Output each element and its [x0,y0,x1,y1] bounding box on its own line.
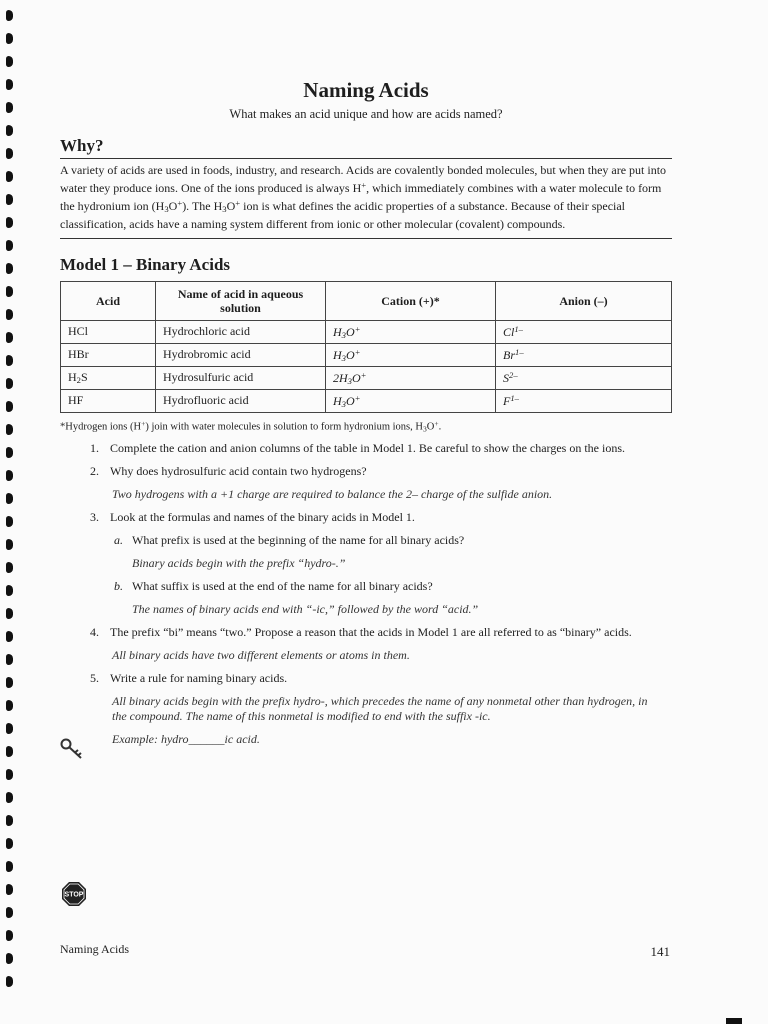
anion-symbol: Br [503,347,515,362]
anion-symbol: S [503,370,509,385]
question-4 [90,625,670,640]
why-text-5: O [226,198,236,213]
cell-acid [61,389,156,412]
stop-sign-icon [61,881,87,907]
page-subtitle: What makes an acid unique and how are acids named? [229,107,503,121]
cell-acid-name: Hydrosulfuric acid [156,366,326,389]
question-5 [90,671,670,686]
binding-hole [6,631,13,642]
binding-hole [6,930,13,941]
answer-5-example: Example: hydro______ic acid. [112,732,260,747]
question-number: 2. [90,464,99,479]
cation-part: O [345,347,355,362]
footnote-superscript-plus: + [141,418,146,428]
question-letter: b. [114,579,123,594]
binding-hole [6,792,13,803]
cell-cation [326,320,496,343]
binding-hole [6,493,13,504]
footnote-superscript-plus: + [434,418,439,428]
cation-charge: + [360,369,367,380]
cation-part: O [345,393,355,408]
acid-formula-part: HBr [68,347,89,362]
footnote-text-2: ) join with water molecules in solution to form hydronium ions, H [145,421,423,433]
question-2 [90,464,670,479]
cell-cation [326,366,496,389]
question-text: Write a rule for naming binary acids. [110,671,288,686]
cation-subscript: 3 [341,398,346,409]
question-number: 4. [90,625,99,640]
cell-anion [496,320,672,343]
why-superscript-plus: + [177,197,183,208]
why-text-6: ion is what defines the acidic properties of a substance. Because of their special classification, acids have a naming system different from ionic or other molecular (covalent) compounds. [60,198,626,231]
cell-anion [496,389,672,412]
binding-hole [6,608,13,619]
why-text-4: ). The H [182,198,223,213]
why-subscript-3: 3 [222,203,227,214]
answer-5: All binary acids begin with the prefix hydro-, which precedes the name of any nonmetal other than hydrogen, in the compound. The name of this nonmetal is modified to end with the suffix -ic. [112,694,648,724]
binding-hole [6,332,13,343]
key-icon [60,738,84,760]
binding-hole [6,884,13,895]
answer-2: Two hydrogens with a +1 charge are required to balance the 2– charge of the sulfide anion. [112,487,553,502]
question-number: 3. [90,510,99,525]
why-superscript-plus: + [235,197,241,208]
why-text-3: O [168,198,178,213]
why-superscript-plus: + [361,180,367,190]
question-number: 5. [90,671,99,686]
page-title: Naming Acids [303,78,429,102]
cell-acid [61,366,156,389]
page-corner-mark [726,1018,742,1024]
binding-hole [6,56,13,67]
cell-acid-name: Hydrobromic acid [156,343,326,366]
column-header-anion: Anion (–) [496,281,672,320]
cation-part: H [333,393,342,408]
binding-hole [6,447,13,458]
binding-hole [6,700,13,711]
question-text: What prefix is used at the beginning of the name for all binary acids? [132,533,465,548]
acid-formula-subscript: 2 [76,375,81,386]
binding-hole [6,907,13,918]
cell-anion [496,366,672,389]
answer-3a: Binary acids begin with the prefix “hydro-.” [132,556,346,571]
question-text: Complete the cation and anion columns of the table in Model 1. Be careful to show the charges on the ions. [110,441,625,456]
cation-subscript: 3 [341,352,346,363]
question-3b [114,579,672,594]
binding-hole [6,102,13,113]
binding-hole [6,838,13,849]
cation-part: H [333,324,342,339]
cell-anion [496,343,672,366]
cell-acid [61,320,156,343]
binding-hole [6,10,13,21]
answer-4: All binary acids have two different elements or atoms in them. [112,648,410,663]
acid-formula-part: HF [68,393,84,408]
binding-hole [6,33,13,44]
footnote-text-3: O [426,421,435,433]
binding-hole [6,194,13,205]
column-header-acid: Acid [61,281,156,320]
why-subscript-3: 3 [164,203,169,214]
question-text: Look at the formulas and names of the binary acids in Model 1. [110,510,415,525]
binding-hole [6,585,13,596]
binding-hole [6,677,13,688]
table-row [61,389,672,412]
table-row [61,320,672,343]
why-paragraph [60,163,672,239]
cation-charge: + [354,392,361,403]
table-footnote [60,419,672,433]
cation-subscript: 3 [341,329,346,340]
binding-hole [6,470,13,481]
cation-part: O [351,370,361,385]
binding-hole [6,355,13,366]
binding-hole [6,309,13,320]
binding-hole [6,217,13,228]
cation-part: 2H [333,370,348,385]
table-header-row [61,281,672,320]
acid-formula-part: HCl [68,324,89,339]
cation-charge: + [354,346,361,357]
question-text: What suffix is used at the end of the name for all binary acids? [132,579,433,594]
binding-hole [6,562,13,573]
cation-part: H [333,347,342,362]
binding-hole [6,424,13,435]
cation-subscript: 3 [347,375,352,386]
stop-sign-label: STOP [64,891,84,899]
cell-acid [61,343,156,366]
why-heading: Why? [60,136,672,159]
binding-hole [6,815,13,826]
page-number: 141 [650,944,670,959]
question-number: 1. [90,441,99,456]
question-3a [114,533,672,548]
binding-hole [6,125,13,136]
cell-cation [326,389,496,412]
cell-cation [326,343,496,366]
binding-hole [6,240,13,251]
footnote-subscript-3: 3 [422,424,427,434]
model-heading: Model 1 – Binary Acids [60,254,231,274]
binding-hole [6,723,13,734]
acid-formula-part: S [80,370,88,385]
footnote-text-1: *Hydrogen ions (H [60,421,142,433]
cation-part: O [345,324,355,339]
binding-hole [6,769,13,780]
table-row [61,343,672,366]
binding-hole [6,539,13,550]
cell-acid-name: Hydrochloric acid [156,320,326,343]
spiral-binding [6,10,16,1000]
anion-charge: 1– [510,392,519,403]
column-header-name: Name of acid in aqueous solution [156,281,326,320]
binding-hole [6,148,13,159]
question-letter: a. [114,533,123,548]
binary-acids-table [60,281,672,413]
binding-hole [6,654,13,665]
footnote-text-4: . [438,421,442,433]
column-header-cation: Cation (+)* [326,281,496,320]
why-text-1: A variety of acids are used in foods, industry, and research. Acids are covalently bonded molecules, but when they are put into water they produce ions. One of the ions produced is always H [60,163,667,195]
anion-charge: 1– [515,346,524,357]
binding-hole [6,516,13,527]
question-3 [90,510,670,525]
anion-charge: 1– [514,323,523,334]
binding-hole [6,378,13,389]
binding-hole [6,861,13,872]
cation-charge: + [354,323,361,334]
answer-3b: The names of binary acids end with “-ic,” followed by the word “acid.” [132,602,479,617]
footer-title: Naming Acids [60,942,129,956]
table-row [61,366,672,389]
why-text-2: , which immediately combines with a water molecule to form the hydronium ion (H [60,180,662,213]
binding-hole [6,263,13,274]
question-1 [90,441,670,456]
binding-hole [6,171,13,182]
anion-symbol: F [503,393,511,408]
binding-hole [6,79,13,90]
binding-hole [6,976,13,987]
anion-charge: 2– [509,369,518,380]
cell-acid-name: Hydrofluoric acid [156,389,326,412]
binding-hole [6,401,13,412]
binding-hole [6,953,13,964]
binding-hole [6,286,13,297]
worksheet-page [60,70,672,755]
binding-hole [6,746,13,757]
anion-symbol: Cl [503,324,515,339]
acid-formula-part: H [68,370,77,385]
question-text: The prefix “bi” means “two.” Propose a reason that the acids in Model 1 are all referred to as “binary” acids. [110,625,632,640]
question-text: Why does hydrosulfuric acid contain two hydrogens? [110,464,367,479]
